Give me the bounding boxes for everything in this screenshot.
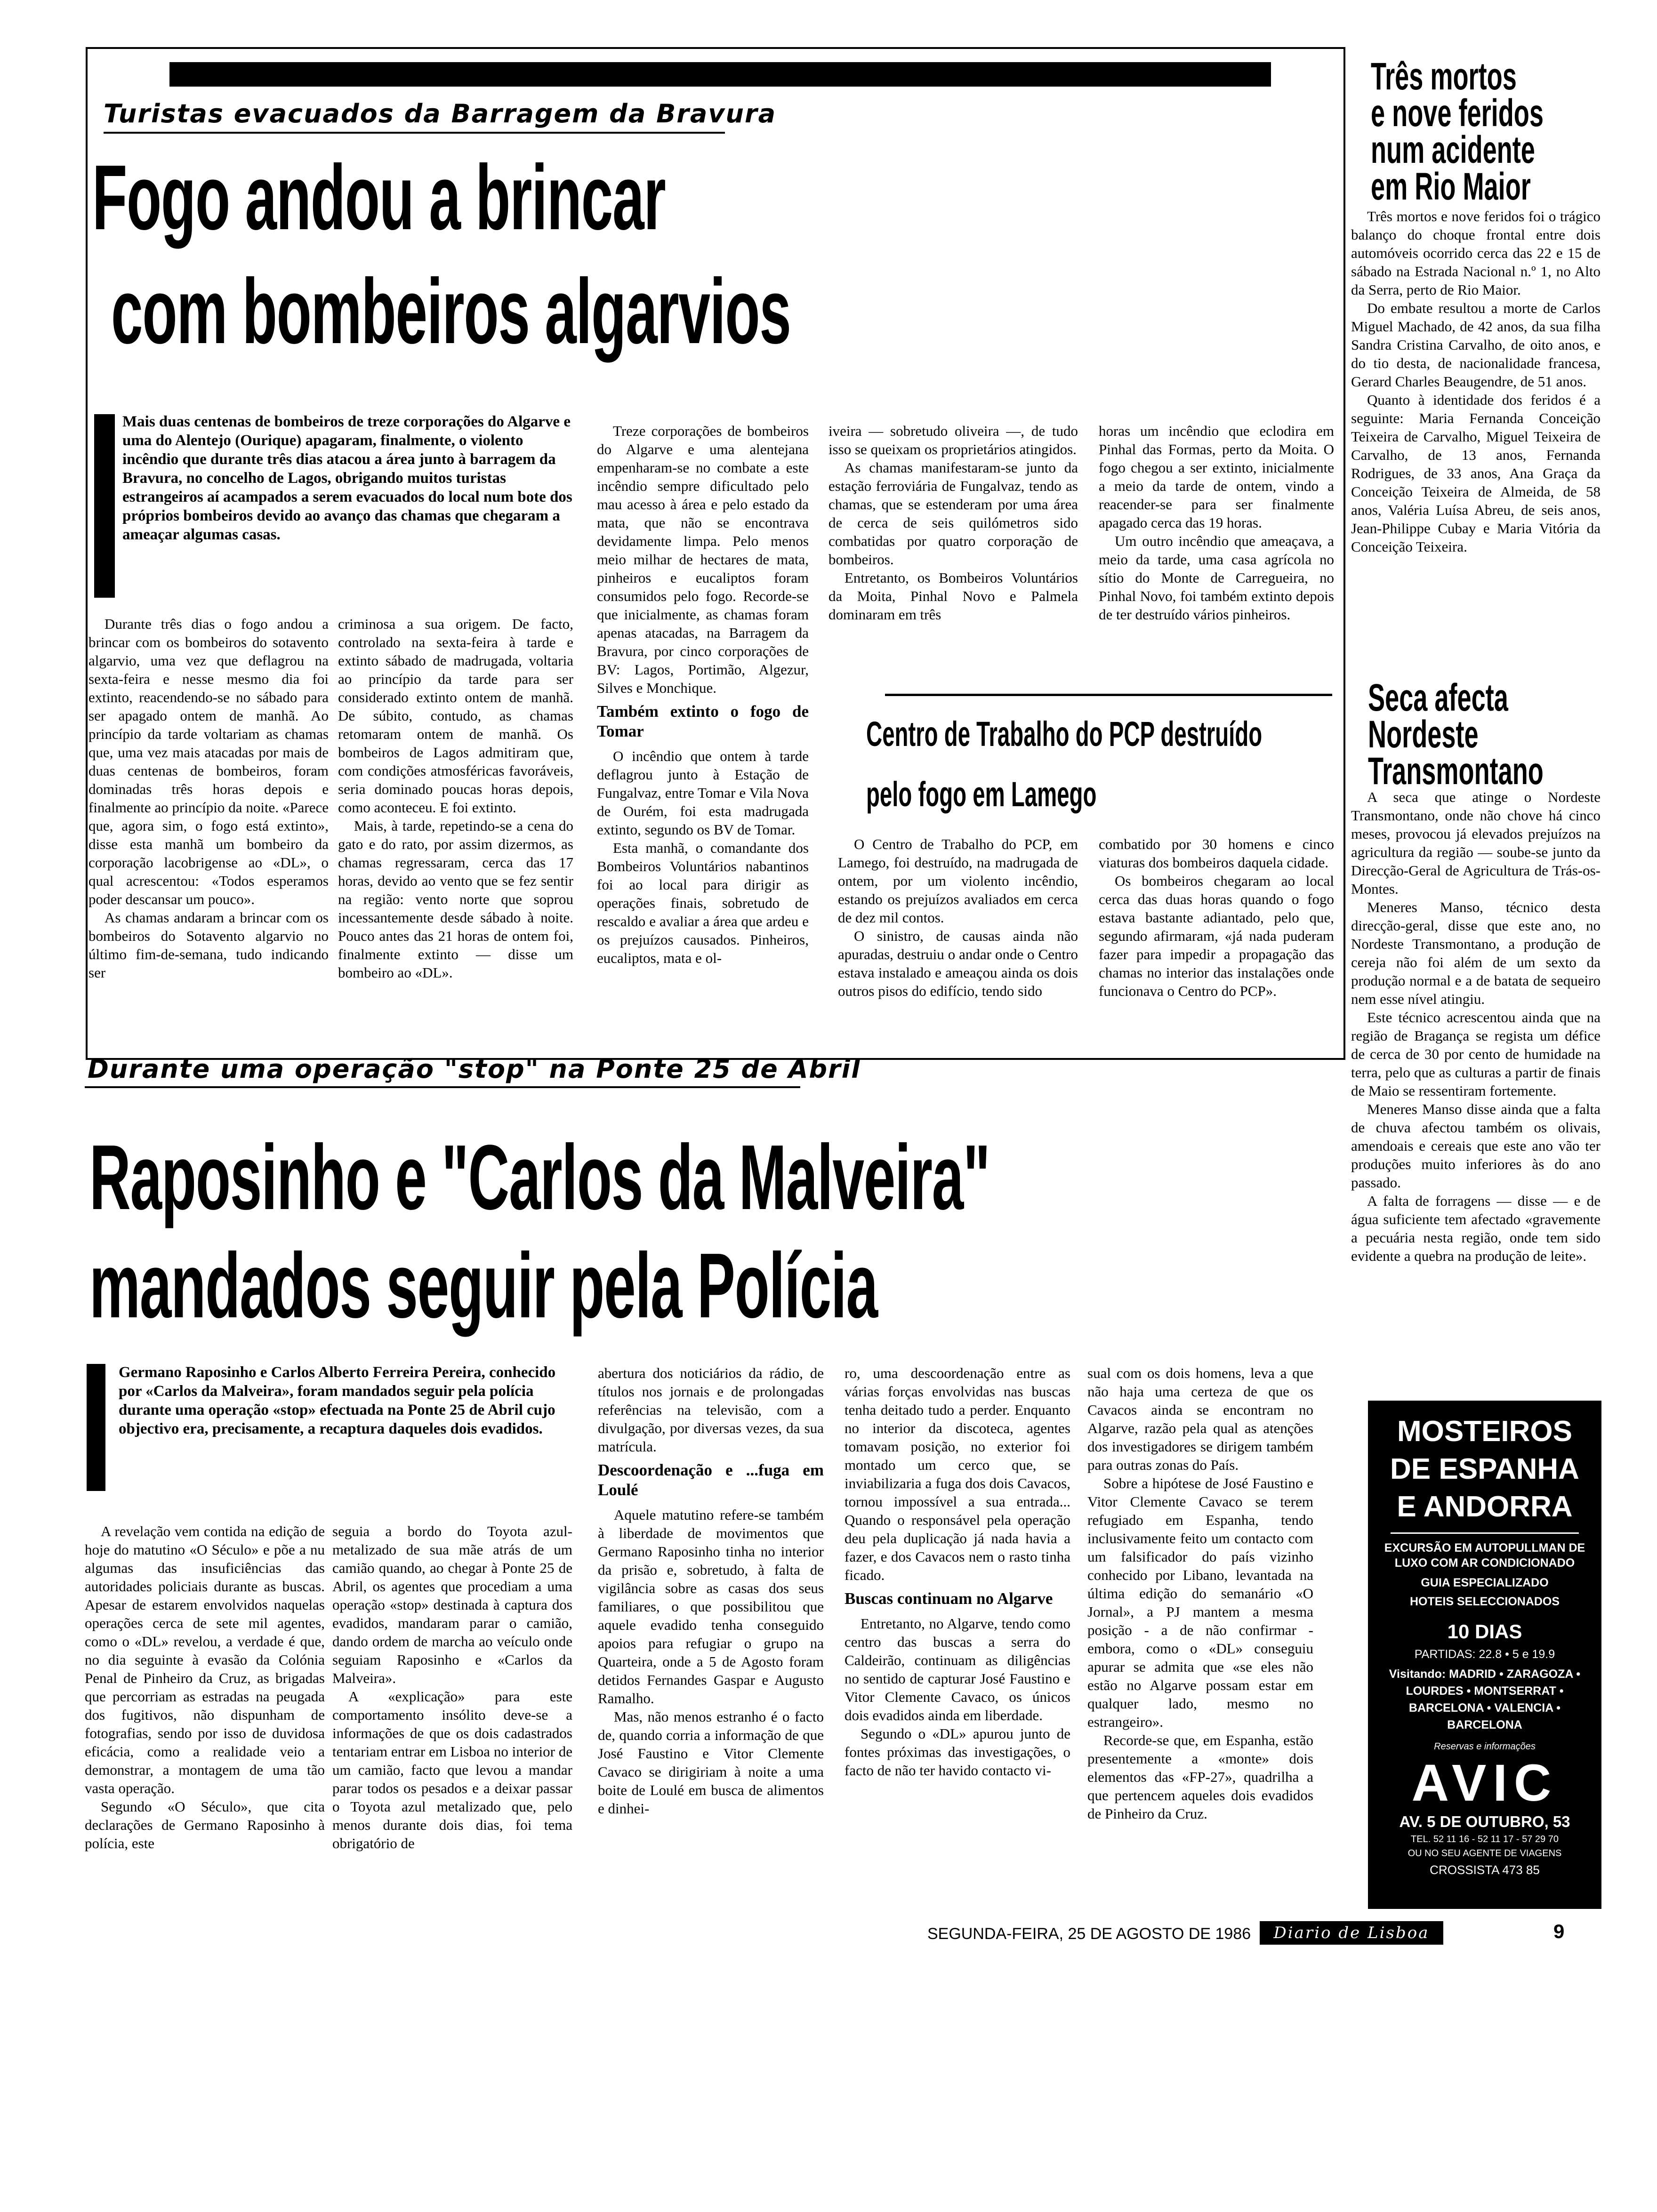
top-col-4 xyxy=(828,422,1078,624)
ad-agent: OU NO SEU AGENTE DE VIAGENS xyxy=(1408,1848,1562,1859)
ad-route: Visitando: MADRID • ZARAGOZA • LOURDES • MONTSERRAT • BARCELONA • VALENCIA • BARCELONA xyxy=(1389,1667,1581,1731)
bottom-col-4 xyxy=(845,1364,1070,1779)
paragraph: A seca que atinge o Nordeste Transmontano, onde não chove há cinco meses, provocou já elevados prejuízos na agricultura da região — soube-se junto da Direcção-Geral de Agricultura de Trás-os-Montes. xyxy=(1351,789,1601,897)
ad-crossista: CROSSISTA 473 85 xyxy=(1430,1863,1540,1877)
ad-title-3: E ANDORRA xyxy=(1397,1491,1573,1523)
ad-guide: GUIA ESPECIALIZADO xyxy=(1421,1576,1549,1589)
paragraph: O incêndio que ontem à tarde deflagrou junto à Estação de Fungalvaz, entre Tomar e Vila Nova de Ourém, foi esta madrugada extinto, segundo os BV de Tomar. xyxy=(597,748,809,838)
paragraph: Treze corporações de bombeiros do Algarve e uma alentejana empenharam-se no combate a este incêndio sempre dificultado pelo mau acesso à área e pelo estado da mata, que não se encontrava devidamente limpa. Pelo menos meio milhar de hectares de mata, pinheiros e eucaliptos foram consumidos pelo fogo. Recorde-se que inicialmente, as chamas foram apenas atacadas, na Barragem da Bravura, por cinco corporações de BV: Lagos, Portimão, Algezur, Silves e Monchique. xyxy=(597,423,809,696)
bottom-col-1 xyxy=(85,1522,325,1852)
headline-line: e nove feridos xyxy=(1371,92,1544,135)
bottom-col-5 xyxy=(1087,1364,1313,1823)
top-col-5 xyxy=(1099,422,1334,624)
paragraph: Recorde-se que, em Espanha, estão presentemente a «monte» dois elementos das «FP-27», quadrilha a que pertencem aqueles dois evadidos de Pinheiro da Cruz. xyxy=(1087,1732,1313,1822)
paragraph: Aquele matutino refere-se também à liberdade de movimentos que Germano Raposinho tinha no interior da prisão e, sobretudo, à falta de vigilância sobre as casas dos seus familiares, o que possibilitou que aquele evadido tenha conseguido apoios para refugiar o grupo na Quarteira, onde a 5 de Agosto foram detidos Fernandes Gaspar e Augusto Ramalho. xyxy=(598,1507,824,1707)
bottom-lead: Germano Raposinho e Carlos Alberto Ferreira Pereira, conhecido por «Carlos da Malveira», foram mandados seguir pela polícia durante uma operação «stop» efectuada na Ponte 25 de Abril cujo objectivo era, precisamente, a recaptura daqueles dois evadidos. xyxy=(119,1364,556,1437)
paragraph: Este técnico acrescentou ainda que na região de Bragança se regista um défice de cerca de 30 por cento de humidade na terra, pelo que as culturas a partir de finais de Maio se ressentiram fortemente. xyxy=(1351,1009,1601,1099)
paragraph: Entretanto, no Algarve, tendo como centro das buscas a serra do Caldeirão, continuam as diligências no sentido de capturar José Faustino e Vitor Clemente Cavaco, os únicos dois evadidos ainda em liberdade. xyxy=(845,1615,1070,1723)
ad-brand-logo: AVIC xyxy=(1411,1754,1558,1812)
footer-date: SEGUNDA-FEIRA, 25 DE AGOSTO DE 1986 xyxy=(927,1925,1251,1943)
paragraph: As chamas andaram a brincar com os bombeiros do Sotavento algarvio no último fim-de-semana, tudo indicando ser xyxy=(88,909,329,981)
bottom-kicker: Durante uma operação "stop" na Ponte 25 de Abril xyxy=(88,1054,861,1084)
bottom-col-2 xyxy=(332,1522,572,1852)
ad-excursion: EXCURSÃO EM AUTOPULLMAN DE LUXO COM AR CONDICIONADO xyxy=(1384,1541,1585,1570)
paragraph: Mais, à tarde, repetindo-se a cena do gato e do rato, por assim dizermos, as chamas regressaram, cerca das 17 horas, devido ao vento que se fez sentir na região: vento norte que soprou incessantemente desde sábado à noite. Pouco antes das 21 horas de ontem foi, finalmente extinto — disse um bombeiro ao «DL». xyxy=(338,817,573,981)
ad-divider xyxy=(1391,1532,1579,1534)
headline-line: Seca afecta xyxy=(1368,676,1508,719)
pcp-col-1 xyxy=(838,835,1078,1000)
headline-line: Nordeste xyxy=(1368,713,1479,756)
paragraph: A «explicação» para este comportamento insólito deve-se a informações de que os dois cadastrados tentariam entrar em Lisboa no interior de um camião, facto que levou a mandar parar todos os pesados e a deixar passar o Toyota azul metalizado que, pelo menos durante dois dias, foi tema obrigatório de xyxy=(332,1688,572,1851)
kicker-underline xyxy=(104,132,725,134)
paragraph: ro, uma descoordenação entre as várias forças envolvidas nas buscas tenha deitado tudo a perder. Enquanto no interior da discoteca, agentes tomavam posição, no exterior foi montado um cerco que, se inviabilizaria a fuga dos dois Cavacos, tornou impossível a sua entrada... Quando o responsável pela operação deu pela duplicação já nada havia a fazer, e dos Cavacos nem o rasto tinha ficado. xyxy=(845,1365,1070,1583)
sidebar-text-1 xyxy=(1351,207,1601,556)
pcp-headline-line1: Centro de Trabalho do PCP destruído xyxy=(866,714,1263,753)
paragraph: As chamas manifestaram-se junto da estação ferroviária de Fungalvaz, tendo as chamas, que se estenderam por uma área de cerca de seis quilómetros sido combatidas por quatro corporação de bombeiros. xyxy=(828,459,1078,568)
bottom-col-3 xyxy=(598,1364,824,1818)
lead-marker-bar xyxy=(94,414,115,598)
paragraph: sual com os dois homens, leva a que não haja uma certeza de que os Cavacos ainda se encontram no Algarve, razão pela qual as atenções dos investigadores se dirigem também para outras zonas do País. xyxy=(1087,1365,1313,1473)
top-col-2 xyxy=(338,615,573,982)
headline-line: em Rio Maior xyxy=(1371,165,1531,208)
top-lead: Mais duas centenas de bombeiros de treze corporações do Algarve e uma do Alentejo (Ourique) apagaram, finalmente, o violento incêndio que durante três dias atacou a área junto à barragem da Bravura, no concelho de Lagos, obrigando muitos turistas estrangeiros aí acampados a serem evacuados do local num bote dos próprios bombeiros devido ao avanço das chamas que chegaram a ameaçar algumas casas. xyxy=(122,413,572,543)
paragraph: Quanto à identidade dos feridos é a seguinte: Maria Fernanda Conceição Teixeira de Carvalho, Miguel Teixeira de Carvalho, de 13 anos, Fernanda Rodrigues, de 33 anos, Ana Graça da Conceição Teixeira de Almeida, de 58 anos, Valéria Luísa Abreu, de seis anos, Jean-Philippe Cubay e Maria Vitória da Conceição Teixeira. xyxy=(1351,392,1601,555)
bottom-headline-line1: Raposinho e "Carlos da Malveira" xyxy=(89,1126,990,1229)
subhead-buscas: Buscas continuam no Algarve xyxy=(845,1589,1053,1608)
headline-line: Transmontano xyxy=(1368,750,1544,793)
headline-line: Três mortos xyxy=(1371,55,1517,98)
paragraph: abertura dos noticiários da rádio, de títulos nos jornais e de prolongadas referências na televisão, com a divulgação, por diversas vezes, da sua matrícula. xyxy=(598,1365,824,1455)
top-black-bar xyxy=(169,62,1271,87)
top-col-1 xyxy=(88,615,329,982)
ad-title-1: MOSTEIROS xyxy=(1397,1415,1573,1448)
paragraph: A revelação vem contida na edição de hoje do matutino «O Século» e põe a nu algumas das insuficiências das autoridades policiais durante as buscas. Apesar de estarem envolvidos naquelas operações cerca de sete mil agentes, como o «DL» revelou, a verdade é que, no dia seguinte à evasão da Colónia Penal de Pinheiro da Cruz, as brigadas que percorriam as estradas na peugada dos fugitivos, não dispunham de fotografias, sendo por isso de duvidosa eficácia, como a realidade veio a demonstrar, a montagem de uma tão vasta operação. xyxy=(85,1523,325,1796)
paragraph: horas um incêndio que eclodira em Pinhal das Formas, perto da Moita. O fogo chegou a ser extinto, inicialmente a meio da tarde de ontem, vindo a reacender-se para ser finalmente apagado cerca das 19 horas. xyxy=(1099,423,1334,531)
paragraph: O Centro de Trabalho do PCP, em Lamego, foi destruído, na madrugada de ontem, por um violento incêndio, estando os prejuízos avaliados em cerca de dez mil contos. xyxy=(838,836,1078,926)
paragraph: O sinistro, de causas ainda não apuradas, destruiu o andar onde o Centro estava instalado e ameaçou ainda os dois outros pisos do edifício, tendo sido xyxy=(838,928,1078,999)
paragraph: Meneres Manso, técnico desta direcção-geral, disse que este ano, no Nordeste Transmontano, a produção de cereja não foi além de um sexto da produção normal e a de batata de sequeiro nem esse nível atingiu. xyxy=(1351,899,1601,1007)
pcp-col-2 xyxy=(1099,835,1334,1000)
paragraph: Mas, não menos estranho é o facto de, quando corria a informação de que José Faustino e Vitor Clemente Cavaco se dirigiriam à noite a uma boite de Loulé em busca de alimentos e dinhei- xyxy=(598,1708,824,1817)
footer-masthead: Diario de Lisboa xyxy=(1260,1921,1443,1945)
paragraph: Meneres Manso disse ainda que a falta de chuva afectou também os olivais, amendoais e cereais que este ano vão ter produções muito inferiores às do ano passado. xyxy=(1351,1101,1601,1191)
pcp-top-rule xyxy=(885,694,1332,696)
bottom-headline-line2: mandados seguir pela Polícia xyxy=(89,1234,877,1337)
ad-title-2: DE ESPANHA xyxy=(1390,1453,1579,1485)
ad-phones: TEL. 52 11 16 - 52 11 17 - 57 29 70 xyxy=(1411,1834,1559,1844)
subhead-tomar: Também extinto o fogo de Tomar xyxy=(597,702,809,740)
bottom-lead-marker xyxy=(87,1364,105,1491)
headline-line: num acidente xyxy=(1371,128,1535,171)
sidebar-text-2 xyxy=(1351,788,1601,1265)
ad-address: AV. 5 DE OUTUBRO, 53 xyxy=(1399,1813,1570,1830)
paragraph: Esta manhã, o comandante dos Bombeiros Voluntários nabantinos foi ao local para dirigir as operações finais, sobretudo de rescaldo e avaliar a área que ardeu e os prejuízos causados. Pinheiros, eucaliptos, mata e ol- xyxy=(597,840,809,966)
paragraph: iveira — sobretudo oliveira —, de tudo isso se queixam os proprietários atingidos. xyxy=(828,423,1078,457)
ad-days: 10 DIAS xyxy=(1447,1620,1522,1643)
paragraph: Segundo o «DL» apurou junto de fontes próximas das investigações, o facto de não ter havido contacto vi- xyxy=(845,1725,1070,1779)
paragraph: Os bombeiros chegaram ao local cerca das duas horas quando o fogo estava bastante adiantado, pelo que, segundo afirmaram, «já nada puderam fazer para impedir a propagação das chamas no interior das instalações onde funcionava o Centro do PCP». xyxy=(1099,873,1334,999)
paragraph: combatido por 30 homens e cinco viaturas dos bombeiros daquela cidade. xyxy=(1099,836,1334,871)
top-kicker: Turistas evacuados da Barragem da Bravura xyxy=(104,99,777,128)
paragraph: Durante três dias o fogo andou a brincar com os bombeiros do sotavento algarvio, uma vez que deflagrou na sexta-feira e nesse mesmo dia foi extinto, reacendendo-se no sábado para ser apagado ontem de manhã. Ao princípio da tarde voltariam as chamas que, uma vez mais atacadas por mais de duas centenas de bombeiros, foram dominadas três horas depois e finalmente ao princípio da noite. «Parece que, agora sim, o fogo está extinto», disse esta manhã um bombeiro da corporação lacobrigense ao «DL», o qual acrescentou: «Todos esperamos poder descansar um pouco». xyxy=(88,616,329,907)
bottom-kicker-underline xyxy=(85,1086,800,1088)
paragraph: Um outro incêndio que ameaçava, a meio da tarde, uma casa agrícola no sítio do Monte de Carregueira, no Pinhal Novo, foi também extinto depois de ter destruído vários pinheiros. xyxy=(1099,533,1334,623)
ad-departures: PARTIDAS: 22.8 • 5 e 19.9 xyxy=(1414,1648,1555,1661)
sidebar-headline-1 xyxy=(1371,55,1544,208)
paragraph: Sobre a hipótese de José Faustino e Vitor Clemente Cavaco se terem refugiado em Espanha, tendo inclusivamente feito um contacto com um falsificador do país vizinho conhecido por Libano, levantada na última edição do semanário «O Jornal», a PJ mantem a mesma posição - a de não confirmar - embora, como o «DL» conseguiu apurar se admita que «se eles não estão no Algarve possam estar em qualquer lado, mesmo no estrangeiro». xyxy=(1087,1475,1313,1730)
paragraph: seguia a bordo do Toyota azul-metalizado de sua mãe atrás de um camião quando, ao chegar à Ponte 25 de Abril, os agentes que procediam a uma operação «stop» destinada à captura dos evadidos, mandaram parar o camião, dando ordem de marcha ao veículo onde seguiam Raposinho e «Carlos da Malveira». xyxy=(332,1523,572,1686)
paragraph: A falta de forragens — disse — e de água suficiente tem afectado «gravemente a pecuária nesta região, onde tem sido evidente a quebra na produção de leite». xyxy=(1351,1193,1601,1264)
ad-bookings: Reservas e informações xyxy=(1434,1741,1536,1752)
top-headline-line2: com bombeiros algarvios xyxy=(111,260,791,363)
paragraph: Entretanto, os Bombeiros Voluntários da Moita, Pinhal Novo e Palmela dominaram em três xyxy=(828,569,1078,623)
paragraph: criminosa a sua origem. De facto, controlado na sexta-feira à tarde e extinto sábado de madrugada, voltaria ao princípio da tarde para ser considerado extinto ontem de manhã. De súbito, contudo, as chamas retomaram ontem de manhã. Os bombeiros de Lagos admitiram que, com condições atmosféricas favoráveis, seria dominado poucas horas depois, como aconteceu. E foi extinto. xyxy=(338,616,573,816)
subhead-loule: Descoordenação e ...fuga em Loulé xyxy=(598,1461,824,1499)
paragraph: Três mortos e nove feridos foi o trágico balanço do choque frontal entre dois automóveis ocorrido cerca das 22 e 15 de sábado na Estrada Nacional n.º 1, no Alto da Serra, perto de Rio Maior. xyxy=(1351,208,1601,298)
paragraph: Segundo «O Século», que cita declarações de Germano Raposinho à polícia, este xyxy=(85,1798,325,1851)
pcp-headline-line2: pelo fogo em Lamego xyxy=(866,775,1097,814)
sidebar-headline-2 xyxy=(1368,676,1544,793)
ad-hotels: HOTEIS SELECCIONADOS xyxy=(1409,1595,1560,1608)
footer-page-number: 9 xyxy=(1553,1920,1565,1942)
paragraph: Do embate resultou a morte de Carlos Miguel Machado, de 42 anos, da sua filha Sandra Cristina Carvalho, de oito anos, e do tio desta, de nacionalidade francesa, Gerard Charles Beaugendre, de 51 anos. xyxy=(1351,300,1601,390)
top-col-3 xyxy=(597,422,809,967)
travel-advertisement xyxy=(1368,1401,1601,1909)
top-headline-line1: Fogo andou a brincar xyxy=(92,146,666,249)
